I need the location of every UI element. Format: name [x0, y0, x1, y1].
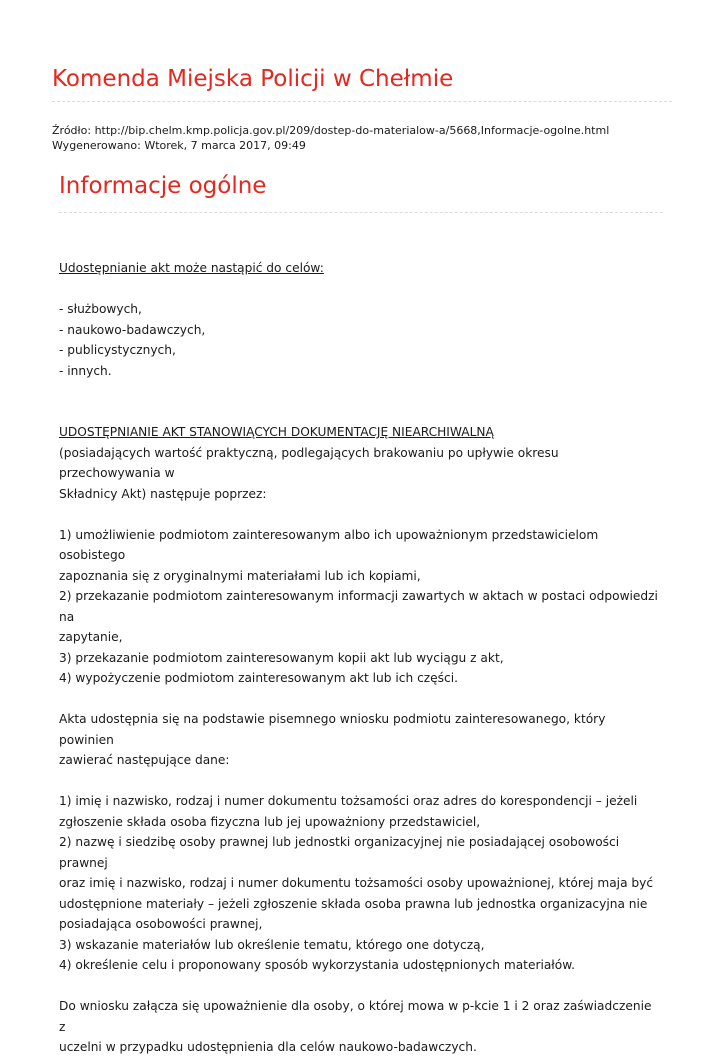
- request-intro-line: Akta udostępnia się na podstawie pisemnego wniosku podmiotu zainteresowanego, który powinien: [59, 712, 606, 747]
- request-item-line: 2) nazwę i siedzibę osoby prawnej lub jednostki organizacyjnej nie posiadającej osobowości prawnej: [59, 835, 620, 870]
- source-line: Źródło: http://bip.chelm.kmp.policja.gov.pl/209/dostep-do-materialow-a/5668,Informacje-ogolne.html: [52, 124, 610, 137]
- request-item-line: oraz imię i nazwisko, rodzaj i numer dokumentu tożsamości osoby upoważnionej, której maja być: [59, 876, 654, 890]
- method-line: zapytanie,: [59, 630, 123, 644]
- section-heading: UDOSTĘPNIANIE AKT STANOWIĄCYCH DOKUMENTACJĘ NIEARCHIWALNĄ: [59, 425, 494, 439]
- article-title: Informacje ogólne: [59, 173, 267, 199]
- list-item: - innych.: [59, 363, 112, 378]
- list-item: - służbowych,: [59, 302, 142, 316]
- method-line: 2) przekazanie podmiotom zainteresowanym informacji zawartych w aktach w postaci odpowiedzi na: [59, 589, 658, 624]
- request-item-line: 4) określenie celu i proponowany sposób wykorzystania udostępnionych materiałów.: [59, 958, 575, 972]
- method-line: 4) wypożyczenie podmiotom zainteresowanym akt lub ich części.: [59, 671, 458, 685]
- purposes-heading: Udostępnianie akt może nastąpić do celów:: [59, 261, 324, 275]
- title-divider: [59, 212, 663, 213]
- generated-line: Wygenerowano: Wtorek, 7 marca 2017, 09:49: [52, 139, 306, 152]
- closing-line: uczelni w przypadku udostępnienia dla celów naukowo-badawczych.: [59, 1040, 477, 1054]
- list-item: - publicystycznych,: [59, 343, 176, 357]
- section-intro-line: (posiadających wartość praktyczną, podlegających brakowaniu po upływie okresu przechowywania w: [59, 445, 559, 480]
- method-line: zapoznania się z oryginalnymi materiałami lub ich kopiami,: [59, 568, 421, 583]
- site-title: Komenda Miejska Policji w Chełmie: [52, 66, 454, 92]
- header-divider: [52, 101, 672, 102]
- request-item-line: udostępnione materiały – jeżeli zgłoszenie składa osoba prawna lub jednostka organizacyjna nie: [59, 896, 648, 911]
- document-meta: [52, 123, 609, 153]
- request-item-line: posiadająca osobowości prawnej,: [59, 917, 263, 931]
- method-line: 3) przekazanie podmiotom zainteresowanym kopii akt lub wyciągu z akt,: [59, 650, 504, 665]
- request-item-line: zgłoszenie składa osoba fizyczna lub jej upoważniony przedstawiciel,: [59, 814, 481, 829]
- request-item-line: 3) wskazanie materiałów lub określenie tematu, którego one dotyczą,: [59, 937, 485, 952]
- request-intro-line: zawierać następujące dane:: [59, 753, 230, 767]
- list-item: - naukowo-badawczych,: [59, 322, 206, 337]
- request-item-line: 1) imię i nazwisko, rodzaj i numer dokumentu tożsamości oraz adres do korespondencji – jeżeli: [59, 794, 638, 808]
- section-intro-line: Składnicy Akt) następuje poprzez:: [59, 486, 267, 501]
- article-body: [59, 258, 659, 1058]
- method-line: 1) umożliwienie podmiotom zainteresowanym albo ich upoważnionym przedstawicielom osobistego: [59, 527, 599, 562]
- closing-line: Do wniosku załącza się upoważnienie dla osoby, o której mowa w p-kcie 1 i 2 oraz zaświadczenie z: [59, 999, 652, 1034]
